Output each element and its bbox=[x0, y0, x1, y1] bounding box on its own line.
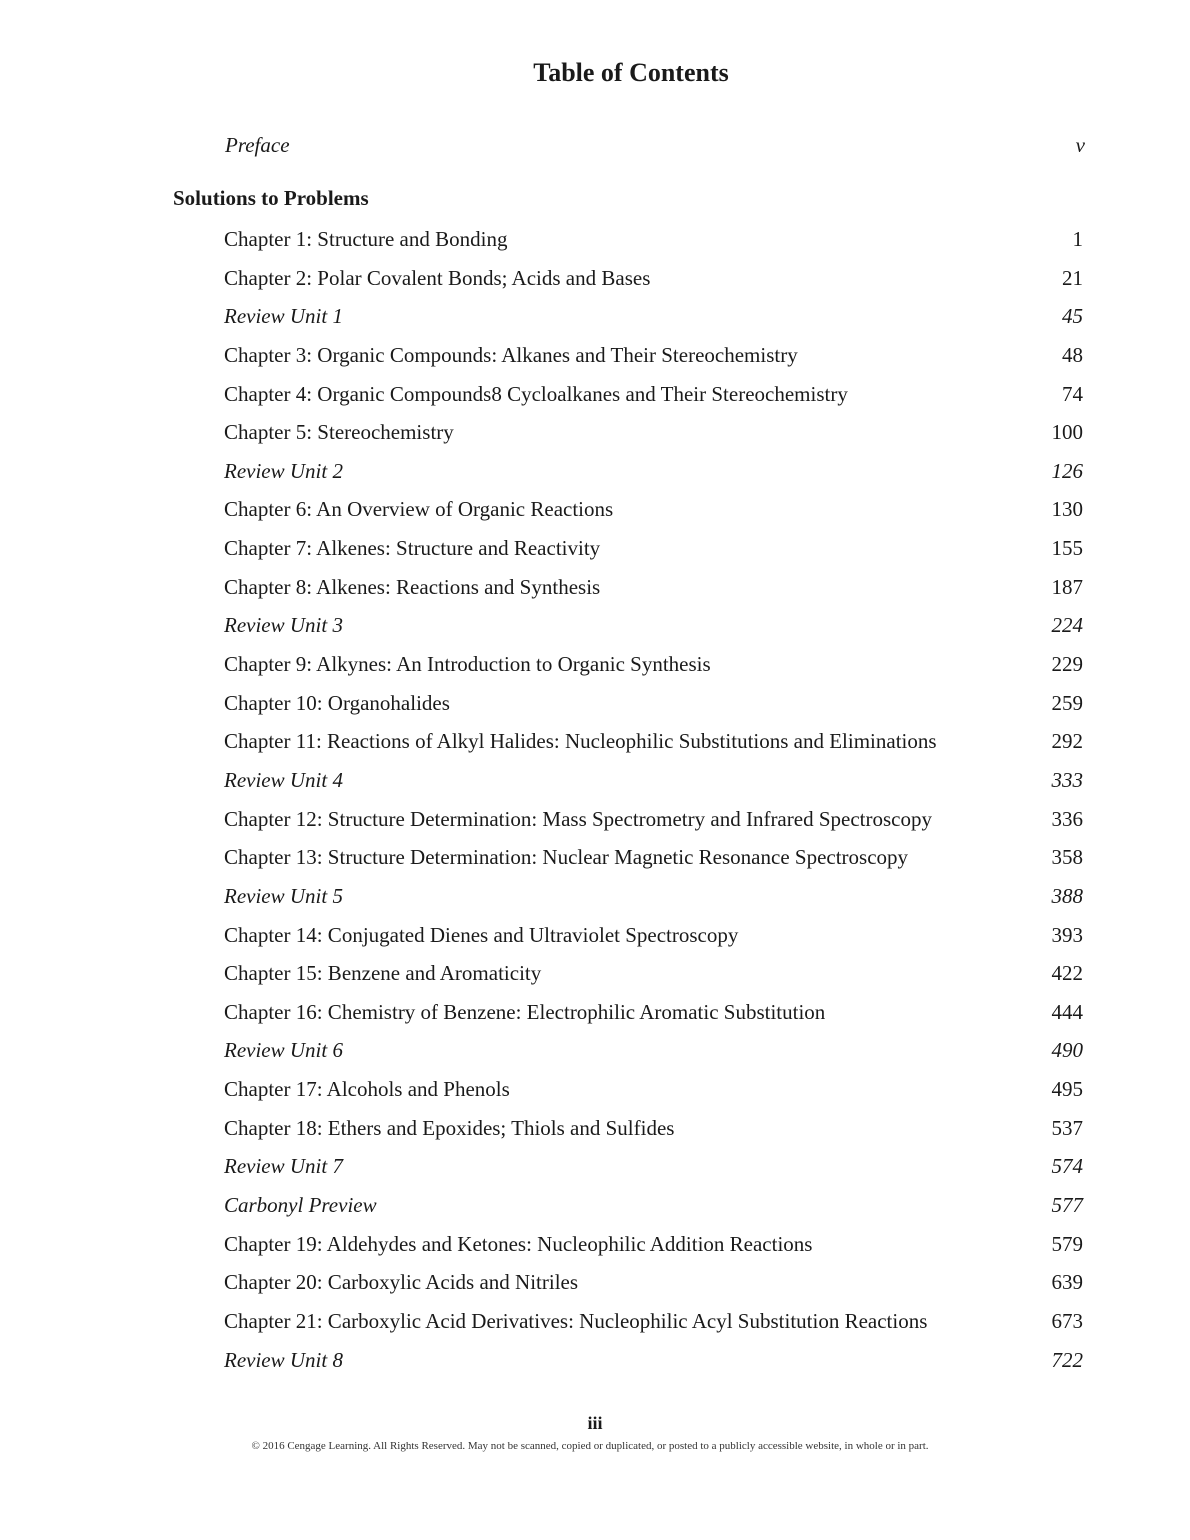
toc-entry[interactable] bbox=[0, 1227, 1190, 1266]
toc-entry-page: 259 bbox=[1051, 690, 1083, 715]
toc-entry[interactable] bbox=[0, 1111, 1190, 1150]
toc-entry-page: 579 bbox=[1051, 1231, 1083, 1256]
toc-entry[interactable] bbox=[0, 763, 1190, 802]
toc-entry[interactable] bbox=[0, 299, 1190, 338]
toc-entry-label: Chapter 10: Organohalides bbox=[224, 690, 450, 715]
toc-entry-label: Chapter 17: Alcohols and Phenols bbox=[224, 1077, 510, 1102]
toc-entry-page: 722 bbox=[1051, 1347, 1083, 1372]
toc-entry-page: 1 bbox=[1072, 227, 1083, 251]
toc-entry-page: 187 bbox=[1051, 574, 1083, 599]
toc-list bbox=[0, 222, 1190, 1381]
toc-entry-label: Preface bbox=[225, 133, 290, 157]
toc-entry[interactable] bbox=[0, 802, 1190, 841]
page-title: Table of Contents bbox=[533, 58, 729, 87]
section-heading: Solutions to Problems bbox=[173, 186, 369, 210]
toc-entry-page: 100 bbox=[1051, 420, 1083, 445]
toc-entry-label: Review Unit 2 bbox=[224, 458, 343, 483]
toc-entry[interactable] bbox=[0, 338, 1190, 377]
toc-entry-page: 490 bbox=[1051, 1038, 1083, 1063]
toc-entry-page: 577 bbox=[1051, 1193, 1083, 1218]
toc-entry[interactable] bbox=[0, 608, 1190, 647]
toc-entry-label: Chapter 20: Carboxylic Acids and Nitriles bbox=[224, 1270, 579, 1295]
toc-entry-page: 130 bbox=[1051, 497, 1083, 522]
toc-entry-label: Chapter 11: Reactions of Alkyl Halides: Nucleophilic Substitutions and Eliminations bbox=[224, 729, 937, 754]
toc-entry[interactable] bbox=[0, 1188, 1190, 1227]
toc-entry-page: 393 bbox=[1051, 922, 1083, 947]
toc-entry-label: Review Unit 7 bbox=[224, 1154, 343, 1179]
toc-entry-label: Review Unit 4 bbox=[224, 767, 343, 792]
toc-entry[interactable] bbox=[0, 879, 1190, 918]
toc-entry[interactable] bbox=[0, 686, 1190, 725]
toc-entry[interactable] bbox=[0, 1304, 1190, 1343]
toc-entry-page: 155 bbox=[1051, 536, 1083, 561]
toc-entry-page: v bbox=[1075, 133, 1085, 157]
toc-entry-page: 639 bbox=[1051, 1270, 1083, 1295]
toc-entry-page: 48 bbox=[1062, 342, 1083, 367]
toc-entry[interactable] bbox=[0, 454, 1190, 493]
toc-entry[interactable] bbox=[0, 415, 1190, 454]
toc-entry-label: Review Unit 1 bbox=[224, 304, 343, 329]
toc-entry[interactable] bbox=[0, 840, 1190, 879]
toc-entry-page: 333 bbox=[1051, 767, 1083, 792]
toc-entry[interactable] bbox=[0, 377, 1190, 416]
toc-entry-preface[interactable] bbox=[225, 130, 1085, 162]
toc-entry[interactable] bbox=[0, 918, 1190, 957]
toc-entry-page: 358 bbox=[1051, 845, 1083, 870]
toc-entry-label: Chapter 21: Carboxylic Acid Derivatives: Nucleophilic Acyl Substitution Reactions bbox=[224, 1308, 928, 1333]
toc-entry-label: Chapter 8: Alkenes: Reactions and Synthesis bbox=[224, 574, 601, 599]
toc-entry-page: 495 bbox=[1051, 1077, 1083, 1102]
toc-entry-page: 126 bbox=[1051, 458, 1083, 483]
toc-entry-page: 74 bbox=[1062, 381, 1083, 406]
toc-entry[interactable] bbox=[0, 570, 1190, 609]
toc-entry-label: Review Unit 6 bbox=[224, 1038, 343, 1063]
copyright-notice: © 2016 Cengage Learning. All Rights Reserved. May not be scanned, copied or duplicated, or posted to a publicly accessible website, in whole or in part. bbox=[251, 1440, 929, 1452]
toc-entry-label: Chapter 5: Stereochemistry bbox=[224, 420, 454, 445]
toc-entry-label: Chapter 3: Organic Compounds: Alkanes and Their Stereochemistry bbox=[224, 342, 798, 367]
toc-entry[interactable] bbox=[0, 1343, 1190, 1382]
toc-entry-label: Chapter 9: Alkynes: An Introduction to Organic Synthesis bbox=[224, 652, 711, 677]
toc-entry-page: 224 bbox=[1051, 613, 1083, 638]
toc-entry-page: 537 bbox=[1051, 1115, 1083, 1140]
toc-entry[interactable] bbox=[0, 261, 1190, 300]
toc-entry-page: 388 bbox=[1051, 883, 1083, 908]
toc-entry-label: Review Unit 5 bbox=[224, 883, 343, 908]
toc-entry-label: Review Unit 3 bbox=[224, 613, 343, 638]
toc-entry[interactable] bbox=[0, 531, 1190, 570]
toc-entry-label: Chapter 1: Structure and Bonding bbox=[224, 227, 508, 251]
toc-entry[interactable] bbox=[0, 1149, 1190, 1188]
toc-entry-label: Chapter 7: Alkenes: Structure and Reactivity bbox=[224, 536, 601, 561]
toc-entry[interactable] bbox=[0, 222, 1190, 261]
toc-entry-page: 673 bbox=[1051, 1308, 1083, 1333]
toc-entry-label: Chapter 16: Chemistry of Benzene: Electrophilic Aromatic Substitution bbox=[224, 999, 826, 1024]
toc-entry-label: Chapter 2: Polar Covalent Bonds; Acids and Bases bbox=[224, 265, 651, 290]
toc-entry-label: Chapter 14: Conjugated Dienes and Ultraviolet Spectroscopy bbox=[224, 922, 739, 947]
toc-entry-page: 21 bbox=[1062, 265, 1083, 290]
toc-entry[interactable] bbox=[0, 492, 1190, 531]
toc-entry-label: Chapter 12: Structure Determination: Mass Spectrometry and Infrared Spectroscopy bbox=[224, 806, 932, 831]
toc-entry-page: 292 bbox=[1051, 729, 1083, 754]
toc-entry[interactable] bbox=[0, 995, 1190, 1034]
toc-entry-label: Chapter 4: Organic Compounds8 Cycloalkanes and Their Stereochemistry bbox=[224, 381, 848, 406]
toc-entry-label: Chapter 18: Ethers and Epoxides; Thiols and Sulfides bbox=[224, 1115, 675, 1140]
toc-entry-label: Chapter 13: Structure Determination: Nuclear Magnetic Resonance Spectroscopy bbox=[224, 845, 909, 870]
toc-entry-label: Review Unit 8 bbox=[224, 1347, 343, 1372]
toc-entry-page: 444 bbox=[1051, 999, 1083, 1024]
toc-entry[interactable] bbox=[0, 724, 1190, 763]
toc-entry-page: 422 bbox=[1051, 961, 1083, 986]
toc-entry[interactable] bbox=[0, 1265, 1190, 1304]
toc-entry[interactable] bbox=[0, 1033, 1190, 1072]
toc-entry-page: 336 bbox=[1051, 806, 1083, 831]
toc-entry-label: Carbonyl Preview bbox=[224, 1193, 377, 1218]
toc-entry-page: 229 bbox=[1051, 652, 1083, 677]
toc-entry-label: Chapter 19: Aldehydes and Ketones: Nucleophilic Addition Reactions bbox=[224, 1231, 813, 1256]
toc-entry-page: 45 bbox=[1062, 304, 1083, 329]
toc-entry-label: Chapter 15: Benzene and Aromaticity bbox=[224, 961, 542, 986]
page-number: iii bbox=[587, 1413, 603, 1433]
toc-entry[interactable] bbox=[0, 647, 1190, 686]
toc-entry-page: 574 bbox=[1051, 1154, 1083, 1179]
toc-entry-label: Chapter 6: An Overview of Organic Reactions bbox=[224, 497, 614, 522]
toc-entry[interactable] bbox=[0, 1072, 1190, 1111]
toc-entry[interactable] bbox=[0, 956, 1190, 995]
